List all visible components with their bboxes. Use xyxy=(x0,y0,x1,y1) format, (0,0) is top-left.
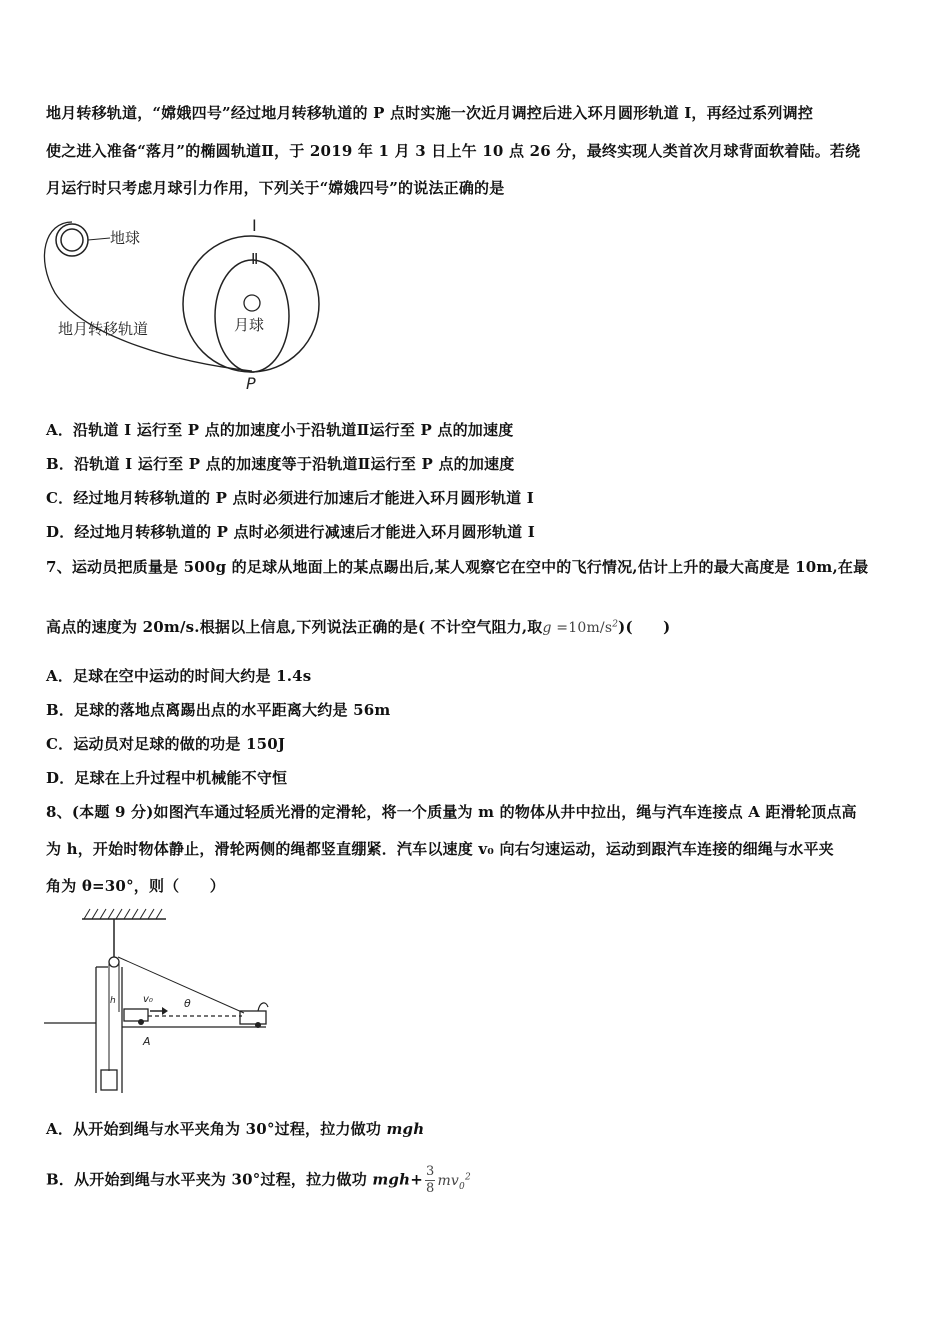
q7-stem-line-2-post: )( ) xyxy=(618,618,671,636)
q6-stem-line-2: 使之进入准备“落月”的椭圆轨道Ⅱ，于 2019 年 1 月 3 日上午 10 点 26 分，最终实现人类首次月球背面软着陆。若绕 xyxy=(46,142,861,160)
q7-option-a-letter: A． xyxy=(46,667,74,685)
q7-option-a-text: 足球在空中运动的时间大约是 1.4s xyxy=(73,667,312,685)
q8-fraction-numerator: 3 xyxy=(425,1164,435,1179)
theta-label: θ xyxy=(184,997,191,1010)
q6-option-a xyxy=(46,419,513,440)
q7-option-b xyxy=(46,699,390,720)
q7-option-c-text: 运动员对足球的做的功是 150J xyxy=(73,735,286,753)
q8-option-a-math: mgh xyxy=(386,1120,425,1138)
earth-label: 地球 xyxy=(110,229,141,247)
q7-g-formula xyxy=(542,620,618,636)
q7-g-value: =10m/s xyxy=(551,620,613,636)
rope-to-car xyxy=(118,957,244,1013)
q8-stem-line-3: 角为 θ=30°，则（ ） xyxy=(46,877,225,895)
moon-circle xyxy=(244,295,260,311)
q7-option-b-letter: B． xyxy=(46,701,75,719)
q8-option-b-math: mgh+ xyxy=(372,1170,423,1189)
q8-stem-line-2: 为 h，开始时物体静止，滑轮两侧的绳都竖直绷紧．汽车以速度 v₀ 向右匀速运动，运动到跟汽车连接的细绳与水平夹 xyxy=(46,840,834,858)
q7-option-c xyxy=(46,733,285,754)
q6-option-d-text: 经过地月转移轨道的 P 点时必须进行减速后才能进入环月圆形轨道 I xyxy=(74,523,535,541)
q7-g-symbol: g xyxy=(542,620,552,636)
q6-option-a-text: 沿轨道 I 运行至 P 点的加速度小于沿轨道Ⅱ运行至 P 点的加速度 xyxy=(73,421,514,439)
q8-option-a xyxy=(46,1118,424,1139)
car-initial-wheel xyxy=(138,1019,144,1025)
point-p-label: P xyxy=(246,374,256,393)
q8-mv-symbol: mv xyxy=(437,1172,460,1189)
q7-option-d-letter: D． xyxy=(46,769,75,787)
q8-fraction-denominator: 8 xyxy=(425,1181,435,1196)
moon-label: 月球 xyxy=(234,316,265,334)
earth-pointer xyxy=(88,238,110,240)
q7-stem-line-1: 7、运动员把质量是 500g 的足球从地面上的某点踢出后,某人观察它在空中的飞行情况,估计上升的最大高度是 10m,在最 xyxy=(46,558,869,576)
ceiling-hatching xyxy=(84,909,162,919)
q7-option-a xyxy=(46,665,311,686)
q8-pulley-figure xyxy=(44,905,274,1095)
q6-option-b xyxy=(46,453,514,474)
q8-option-b-tail xyxy=(437,1171,471,1192)
q8-option-a-text: 从开始到绳与水平夹角为 30°过程，拉力做功 xyxy=(73,1120,387,1138)
q8-v-superscript: 2 xyxy=(464,1171,471,1182)
q8-v-subscript: 0 xyxy=(459,1181,465,1192)
q7-stem-line-2-pre: 高点的速度为 20m/s.根据以上信息,下列说法正确的是( 不计空气阻力,取 xyxy=(46,618,543,636)
q6-option-d xyxy=(46,521,535,542)
q7-stem-line-2 xyxy=(46,616,670,637)
q8-option-a-letter: A． xyxy=(46,1120,74,1138)
q7-option-b-text: 足球的落地点离踢出点的水平距离大约是 56m xyxy=(74,701,391,719)
q6-stem-line-3: 月运行时只考虑月球引力作用，下列关于“嫦娥四号”的说法正确的是 xyxy=(46,179,505,197)
car-final-hook xyxy=(258,1003,268,1011)
q8-stem-line-1: 8、(本题 9 分)如图汽车通过轻质光滑的定滑轮，将一个质量为 m 的物体从井中拉出，绳与汽车连接点 A 距滑轮顶点高 xyxy=(46,803,857,821)
car-initial xyxy=(124,1009,148,1021)
pulley-wheel xyxy=(109,957,119,967)
q6-stem-line-1: 地月转移轨道，“嫦娥四号”经过地月转移轨道的 P 点时实施一次近月调控后进入环月圆形轨道 I，再经过系列调控 xyxy=(46,104,814,122)
q6-option-d-letter: D． xyxy=(46,523,75,541)
a-label: A xyxy=(143,1035,151,1048)
q6-option-b-letter: B． xyxy=(46,455,75,473)
transfer-orbit-label: 地月转移轨道 xyxy=(58,320,149,338)
q8-option-b-fraction xyxy=(425,1164,435,1197)
orbit-2-label: Ⅱ xyxy=(251,250,259,268)
h-label: h xyxy=(110,996,116,1006)
q6-option-a-letter: A． xyxy=(46,421,74,439)
well-object xyxy=(101,1070,117,1090)
q8-option-b xyxy=(46,1164,471,1197)
q8-option-b-text: 从开始到绳与水平夹为 30°过程，拉力做功 xyxy=(74,1170,373,1189)
q8-option-b-letter: B． xyxy=(46,1170,75,1189)
transfer-orbit-path xyxy=(44,222,252,371)
v-label: v₀ xyxy=(143,994,153,1005)
car-final-wheel xyxy=(255,1022,261,1028)
q7-g-exponent: 2 xyxy=(612,619,619,630)
q7-option-d-text: 足球在上升过程中机械能不守恒 xyxy=(74,769,288,787)
q7-option-c-letter: C． xyxy=(46,735,74,753)
velocity-arrowhead xyxy=(162,1007,168,1015)
q6-option-c-letter: C． xyxy=(46,489,74,507)
q6-option-b-text: 沿轨道 I 运行至 P 点的加速度等于沿轨道Ⅱ运行至 P 点的加速度 xyxy=(74,455,515,473)
orbit-1-label: I xyxy=(252,216,257,235)
q6-option-c-text: 经过地月转移轨道的 P 点时必须进行加速后才能进入环月圆形轨道 I xyxy=(73,489,534,507)
q6-option-c xyxy=(46,487,534,508)
earth-inner-circle xyxy=(61,229,83,251)
q7-option-d xyxy=(46,767,287,788)
q6-orbit-figure xyxy=(40,208,340,398)
